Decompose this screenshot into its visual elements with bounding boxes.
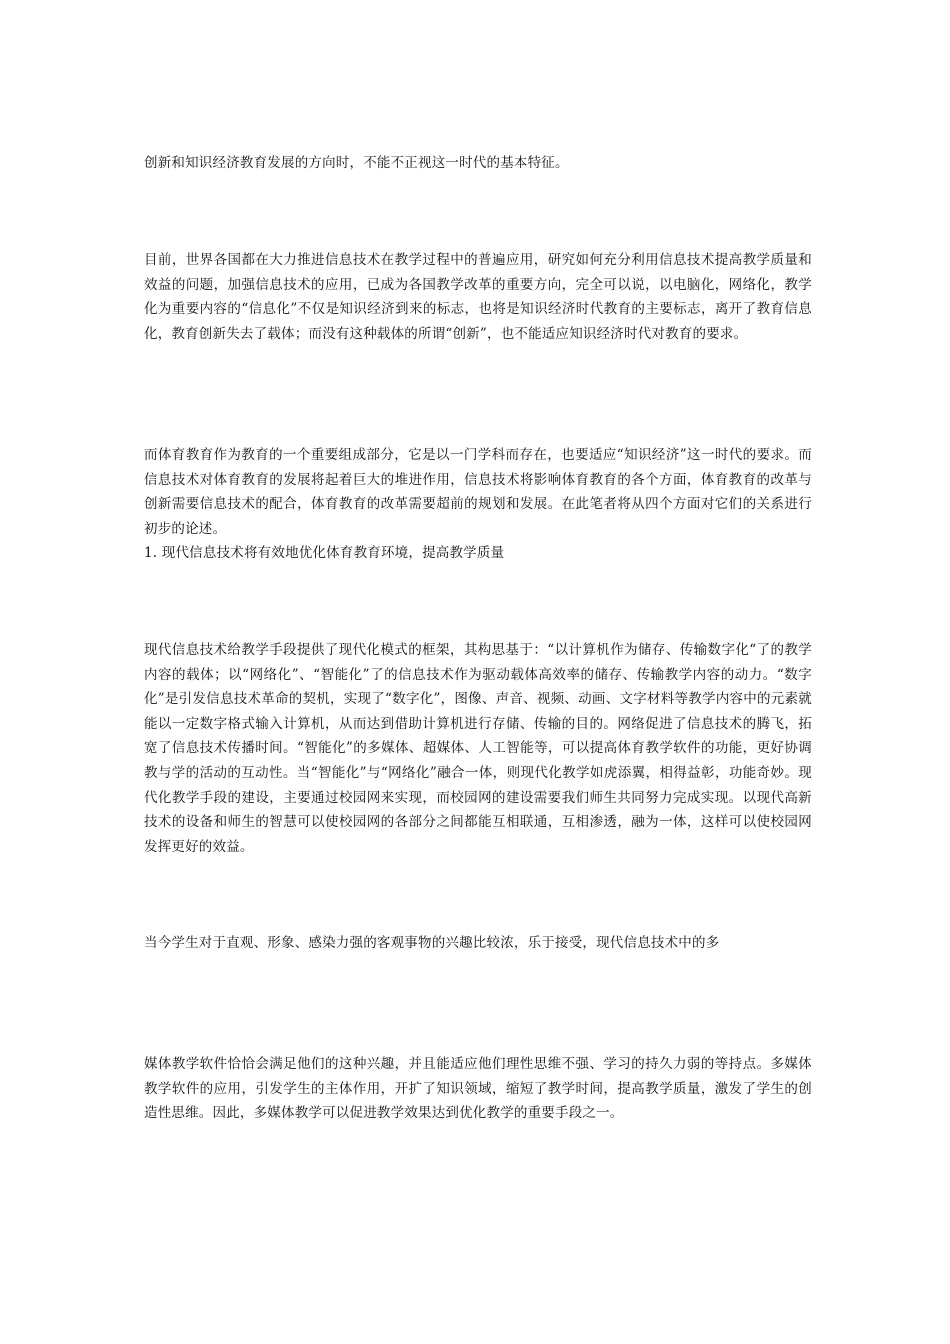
- paragraph: 媒体教学软件恰恰会满足他们的这种兴趣，并且能适应他们理性思维不强、学习的持久力弱的等持点。多媒体教学软件的应用，引发学生的主体作用，开扩了知识领域，缩短了教学时间，提高教学质量，激发了学生的创造性思维。因此，多媒体教学可以促进教学效果达到优化教学的重要手段之一。: [144, 1056, 812, 1122]
- paragraph: 创新和知识经济教育发展的方向时，不能不正视这一时代的基本特征。: [144, 155, 569, 171]
- paragraph: 现代信息技术给教学手段提供了现代化模式的框架，其构思基于：“以计算机作为储存、传输数字化“了的教学内容的载体；以“网络化”、“智能化”了的信息技术作为驱动载体高效率的储存、传输教学内容的动力。“数字化”是引发信息技术革命的契机，实现了“数字化”，图像、声音、视频、动画、文字材料等教学内容中的元素就能以一定数字格式输入计算机，从而达到借助计算机进行存储、传输的目的。网络促进了信息技术的腾飞，拓宽了信息技术传播时间。“智能化”的多媒体、超媒体、人工智能等，可以提高体育教学软件的功能，更好协调教与学的活动的互动性。当“智能化”与“网络化”融合一体，则现代化教学如虎添翼，相得益彰，功能奇妙。现代化教学手段的建设，主要通过校园网来实现，而校园网的建设需要我们师生共同努力完成实现。以现代高新技术的设备和师生的智慧可以使校园网的各部分之间都能互相联通，互相渗透，融为一体，这样可以使校园网发挥更好的效益。: [144, 642, 812, 855]
- paragraph: 目前，世界各国都在大力推进信息技术在教学过程中的普遍应用，研究如何充分利用信息技术提高教学质量和效益的问题，加强信息技术的应用，已成为各国教学改革的重要方向，完全可以说，以电脑化，网络化，教学化为重要内容的“信息化”不仅是知识经济到来的标志，也将是知识经济时代教育的主要标志，离开了教育信息化，教育创新失去了载体；而没有这种载体的所谓“创新”，也不能适应知识经济时代对教育的要求。: [144, 252, 812, 342]
- paragraph: 而体育教育作为教育的一个重要组成部分，它是以一门学科而存在，也要适应“知识经济”这一时代的要求。而信息技术对体育教育的发展将起着巨大的堆进作用，信息技术将影响体育教育的各个方面，体育教育的改革与创新需要信息技术的配合，体育教育的改革需要超前的规划和发展。在此笔者将从四个方面对它们的关系进行初步的论述。: [144, 447, 812, 537]
- paragraph: 当今学生对于直观、形象、感染力强的客观事物的兴趣比较浓，乐于接受，现代信息技术中的多: [144, 935, 720, 951]
- section-heading: 1. 现代信息技术将有效地优化体育教育环境，提高教学质量: [144, 545, 505, 561]
